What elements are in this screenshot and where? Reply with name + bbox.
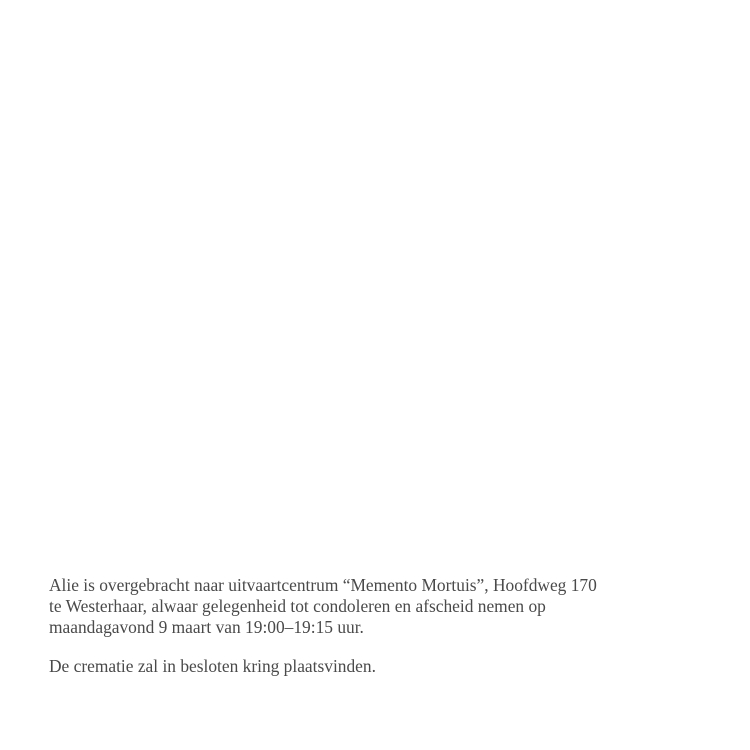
paragraph-line: te Westerhaar, alwaar gelegenheid tot condoleren en afscheid nemen op xyxy=(49,596,546,616)
paragraph-line: maandagavond 9 maart van 19:00–19:15 uur. xyxy=(49,617,364,637)
paragraph-cremation-info xyxy=(49,656,729,677)
paragraph-transfer-info xyxy=(49,575,729,638)
notice-text-block xyxy=(49,575,729,677)
paragraph-line: De crematie zal in besloten kring plaatsvinden. xyxy=(49,656,376,676)
paragraph-line: Alie is overgebracht naar uitvaartcentrum “Memento Mortuis”, Hoofdweg 170 xyxy=(49,575,597,595)
